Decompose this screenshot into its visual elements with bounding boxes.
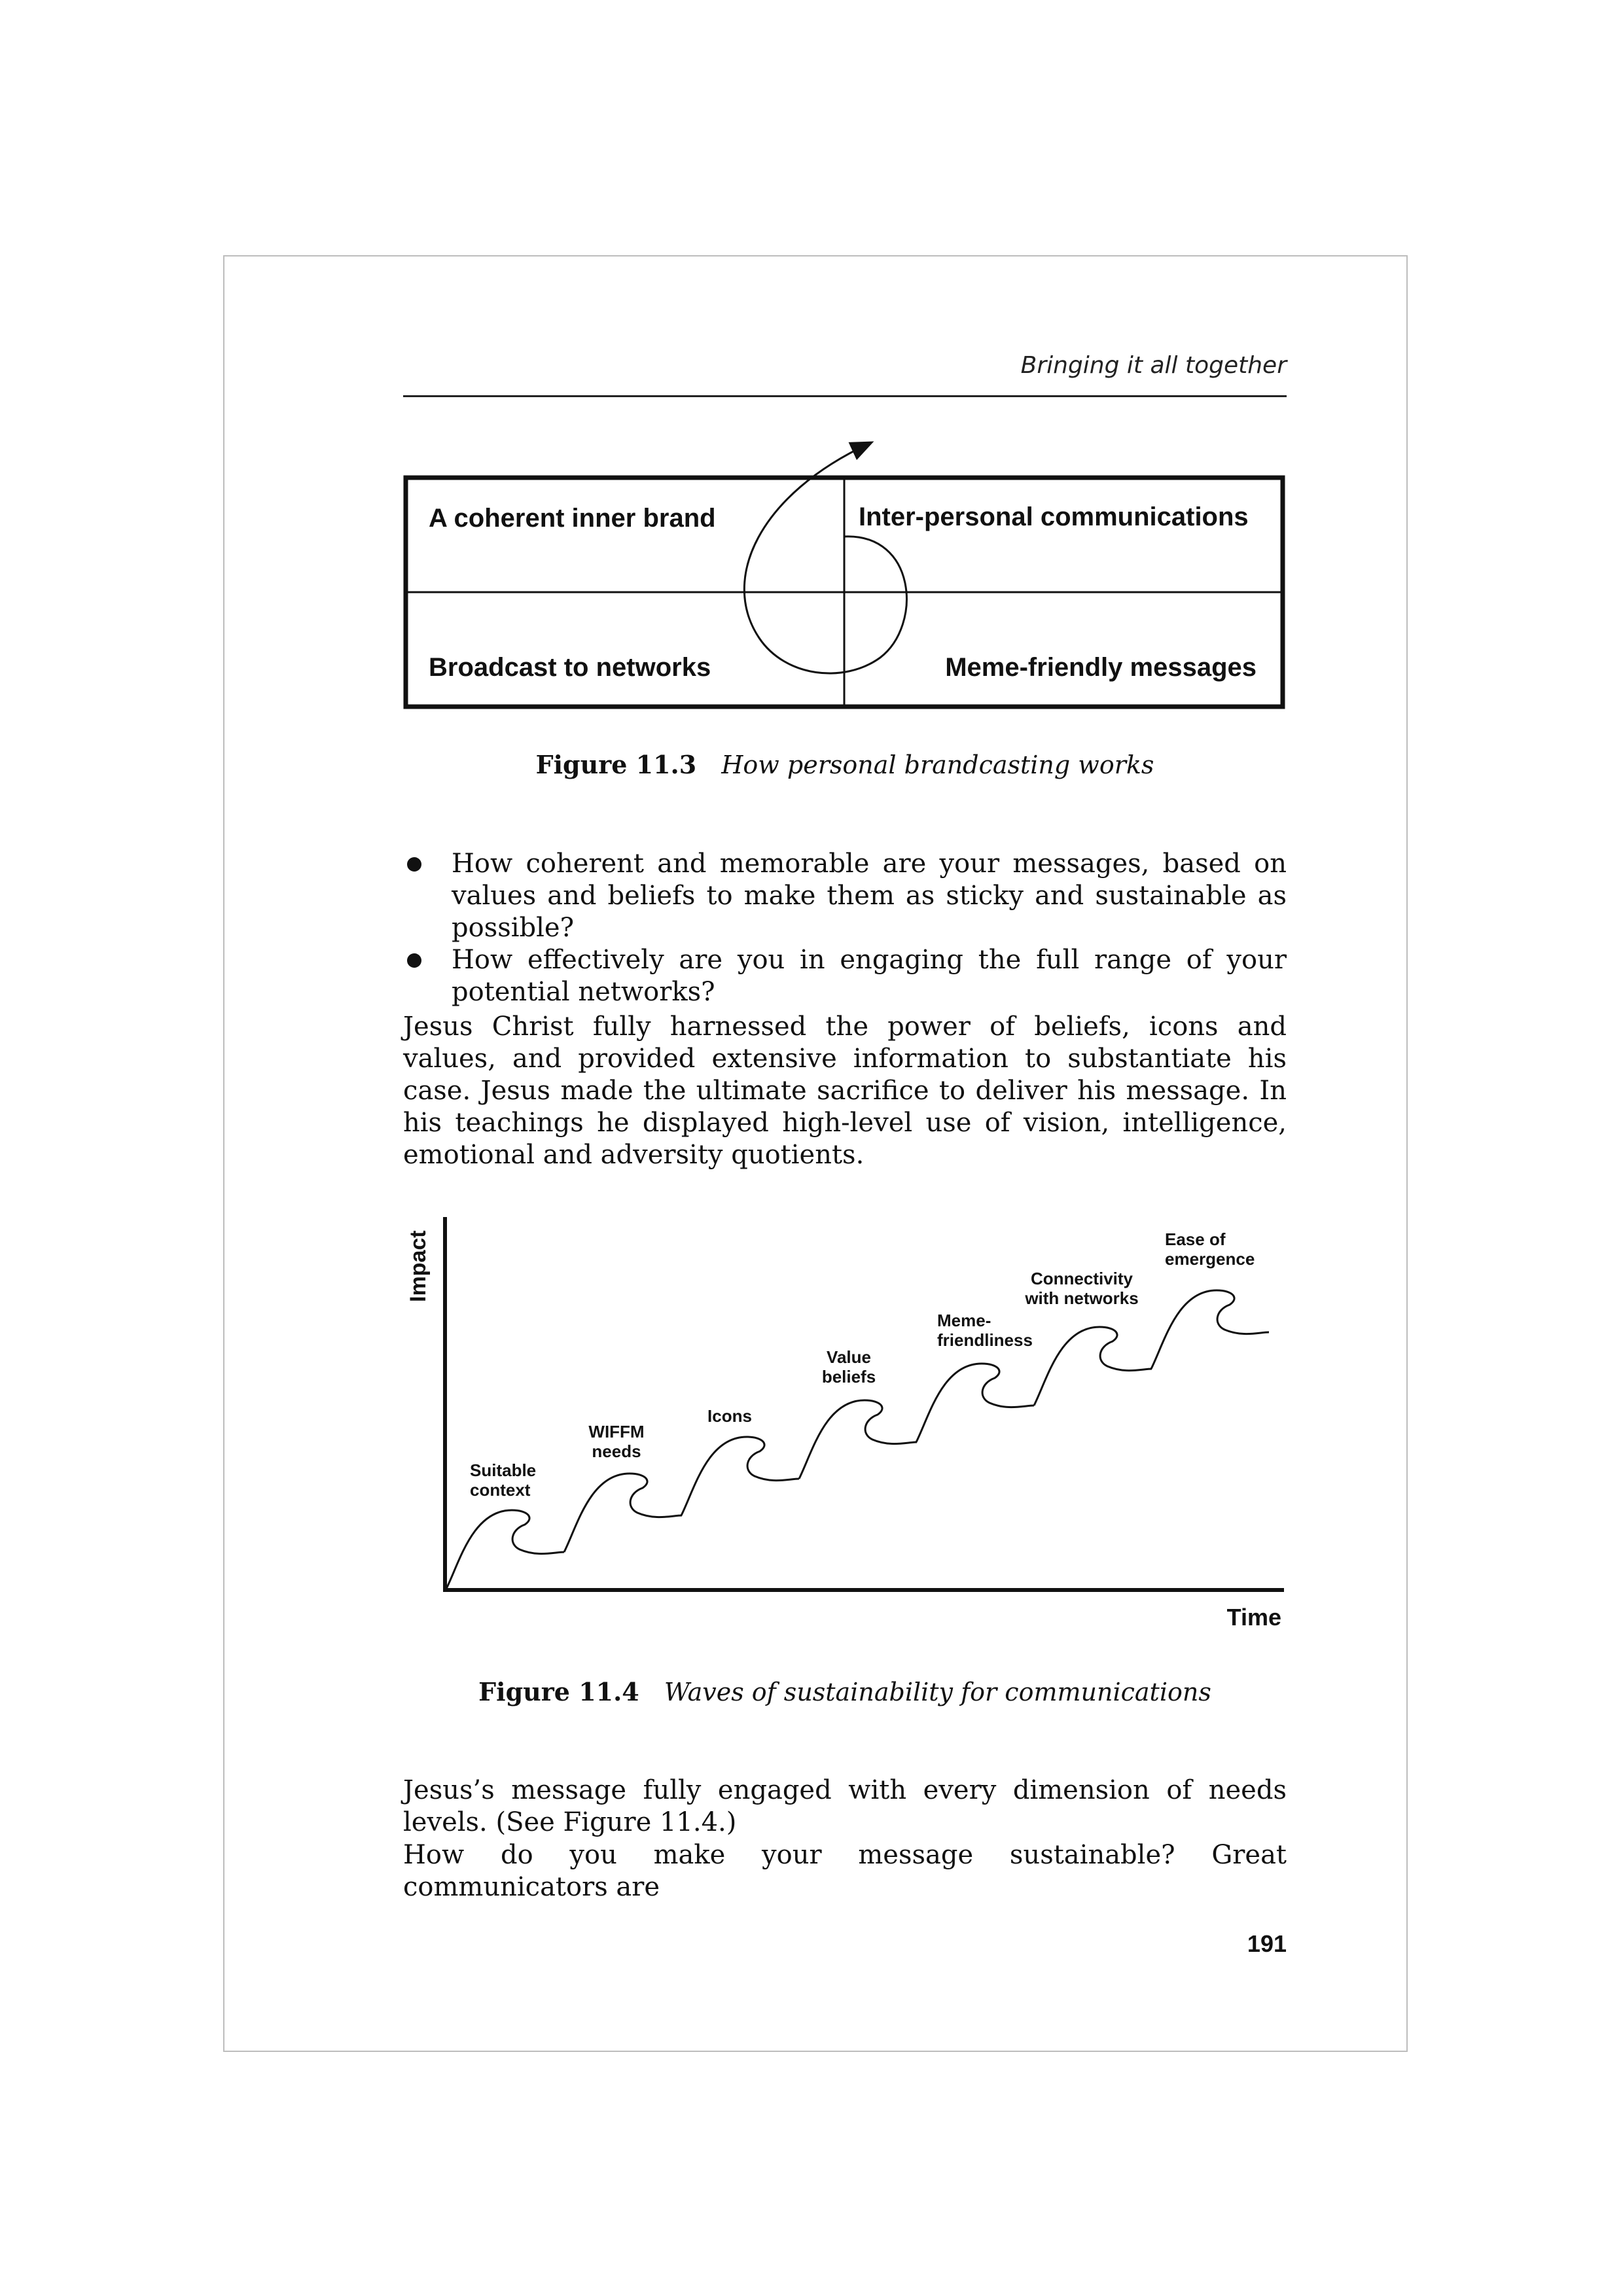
- waves-group: [446, 1290, 1269, 1589]
- wave-2: [564, 1474, 682, 1552]
- caption-title: Waves of sustainability for communications: [664, 1678, 1211, 1706]
- wave-3: [681, 1437, 799, 1515]
- figure-11-3-caption: [403, 750, 1287, 779]
- wave-1: [446, 1510, 564, 1589]
- figure-11-4-caption: [403, 1677, 1287, 1706]
- body-paragraph: Jesus’s message fully engaged with every dimension of needs levels. (See Figure 11.4.): [403, 1775, 1287, 1837]
- bullet-text: How effectively are you in engaging the full range of your potential networks?: [452, 945, 1287, 1007]
- wave-label-6-line-2: with networks: [1025, 1288, 1139, 1308]
- caption-number: Figure 11.4: [478, 1677, 639, 1706]
- bullet-list: [403, 848, 1287, 1008]
- wave-label-4-line-2: beliefs: [821, 1367, 876, 1386]
- cell-top-right: Inter-personal communications: [859, 503, 1249, 531]
- wave-label-4-line-1: Value: [827, 1347, 871, 1367]
- wave-label-5-line-1: Meme-: [937, 1311, 991, 1330]
- header-rule: [403, 395, 1287, 397]
- wave-label-6-line-1: Connectivity: [1030, 1269, 1133, 1288]
- bullet-icon: [407, 857, 421, 872]
- wave-label-1-line-2: context: [470, 1480, 531, 1500]
- y-axis-label: Impact: [406, 1230, 431, 1302]
- wave-7: [1151, 1290, 1269, 1369]
- wave-6: [1034, 1327, 1152, 1405]
- page-number: 191: [1247, 1930, 1287, 1957]
- figure-11-3-diagram: [393, 429, 1296, 723]
- cell-bottom-left: Broadcast to networks: [429, 653, 711, 682]
- caption-title: How personal brandcasting works: [721, 751, 1154, 779]
- wave-label-5-line-2: friendliness: [937, 1330, 1033, 1350]
- wave-4: [799, 1400, 917, 1479]
- cell-bottom-right: Meme-friendly messages: [945, 653, 1257, 682]
- wave-labels-group: [470, 1229, 1255, 1500]
- caption-number: Figure 11.3: [535, 750, 697, 779]
- figure-11-4-diagram: [393, 1210, 1296, 1642]
- running-header: Bringing it all together: [1020, 352, 1287, 379]
- bullet-item: [403, 848, 1287, 944]
- wave-label-1-line-1: Suitable: [470, 1460, 537, 1480]
- bullet-text: How coherent and memorable are your messages, based on values and beliefs to make them as sticky and sustainable as possible?: [452, 849, 1287, 943]
- wave-label-3-line-1: Icons: [707, 1406, 752, 1426]
- cell-top-left: A coherent inner brand: [429, 504, 716, 533]
- body-paragraph: How do you make your message sustainable? Great communicators are: [403, 1840, 1287, 1902]
- body-paragraph: Jesus Christ fully harnessed the power of beliefs, icons and values, and provided extensive information to substantiate his case. Jesus made the ultimate sacrifice to deliver his message. In his teachings he displayed high-level use of vision, intelligence, emotional and adversity quotients.: [403, 1012, 1287, 1170]
- wave-label-7-line-1: Ease of: [1165, 1229, 1226, 1249]
- wave-label-2-line-2: needs: [592, 1441, 641, 1461]
- wave-5: [916, 1364, 1034, 1442]
- wave-label-7-line-2: emergence: [1165, 1249, 1255, 1269]
- bullet-item: [403, 944, 1287, 1008]
- x-axis-label: Time: [1226, 1604, 1281, 1631]
- wave-label-2-line-1: WIFFM: [588, 1422, 645, 1441]
- bullet-icon: [407, 953, 421, 968]
